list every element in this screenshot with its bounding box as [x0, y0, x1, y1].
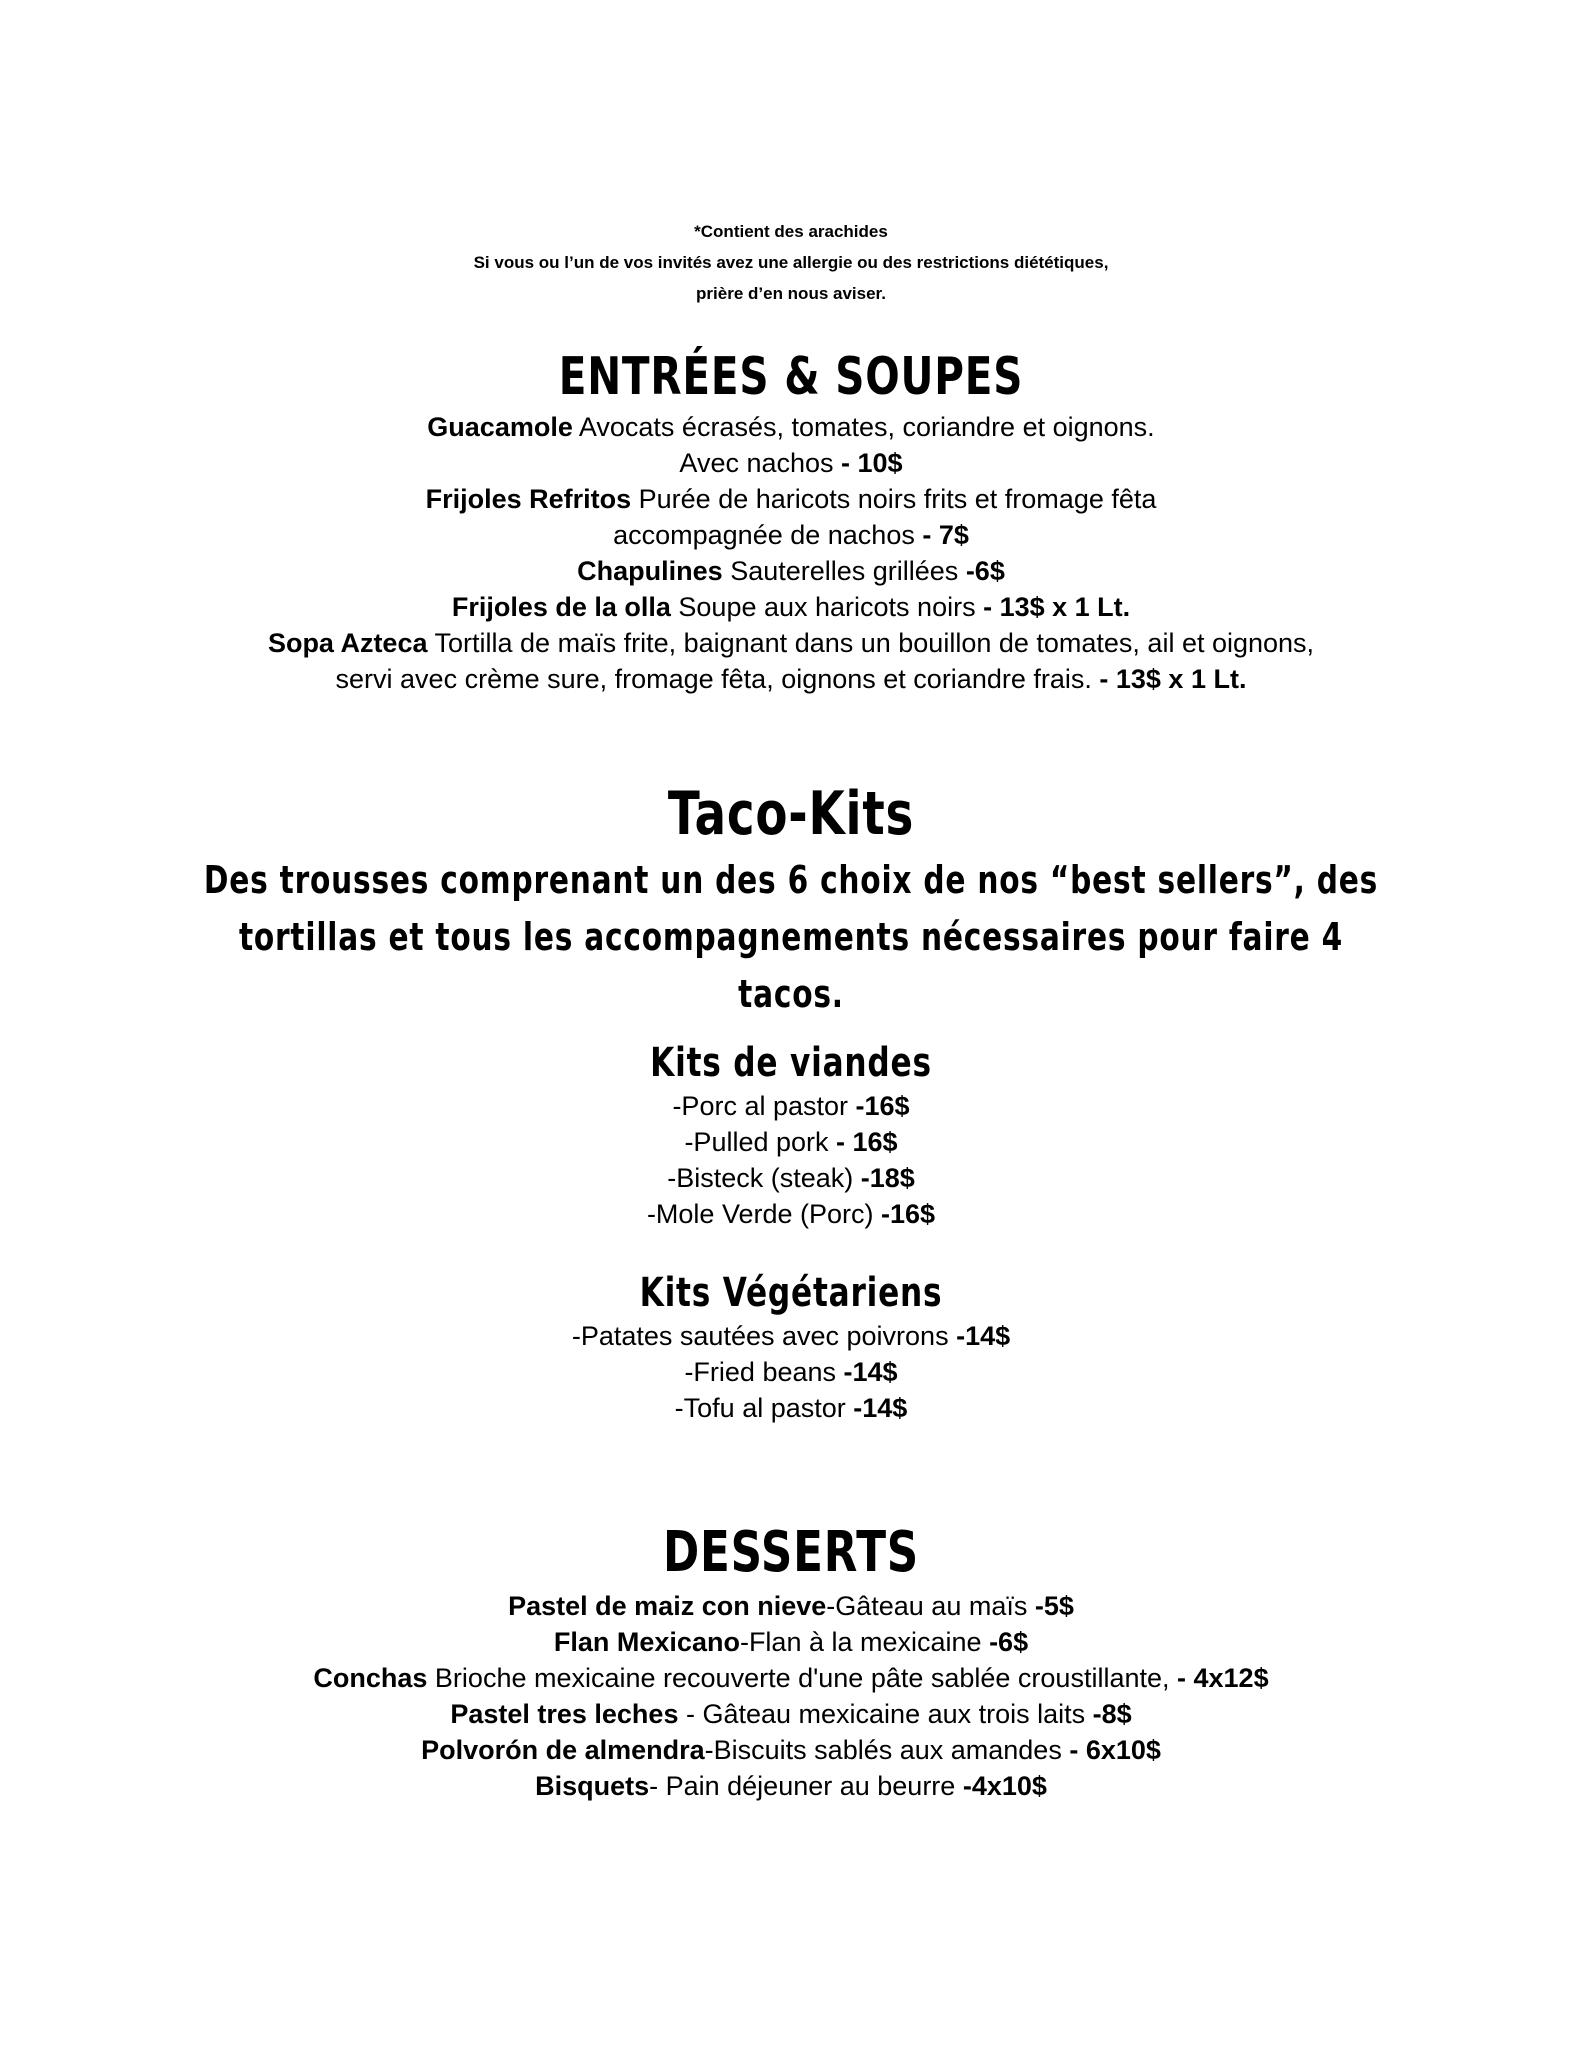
menu-item-line — [0, 553, 1582, 589]
item-desc: -Patates sautées avec poivrons — [571, 1321, 957, 1351]
menu-item-line — [0, 1696, 1582, 1732]
entrees-list — [0, 409, 1582, 697]
menu-item-line — [0, 625, 1582, 661]
item-desc: Sauterelles grillées — [722, 556, 966, 586]
meat-kits-heading: Kits de viandes — [650, 1040, 932, 1086]
menu-item-line — [0, 1660, 1582, 1696]
item-name: Chapulines — [577, 556, 723, 586]
menu-item-line — [0, 517, 1582, 553]
menu-item-line — [0, 1390, 1582, 1426]
veg-kits-heading: Kits Végétariens — [639, 1270, 943, 1316]
menu-item-line — [0, 661, 1582, 697]
desserts-heading: DESSERTS — [662, 1520, 920, 1585]
item-desc: accompagnée de nachos — [613, 520, 923, 550]
notice-line: prière d’en nous aviser. — [696, 284, 886, 303]
item-name: Polvorón de almendra — [421, 1735, 705, 1765]
menu-item-line — [0, 481, 1582, 517]
menu-item-line — [0, 445, 1582, 481]
item-price: -4x10$ — [962, 1771, 1047, 1801]
allergy-notice — [0, 216, 1582, 309]
item-price: -6$ — [989, 1627, 1029, 1657]
item-desc: -Porc al pastor — [672, 1091, 856, 1121]
notice-line: Si vous ou l’un de vos invités avez une allergie ou des restrictions diététiques, — [473, 253, 1109, 272]
item-price: -16$ — [855, 1091, 910, 1121]
entrees-heading: ENTRÉES & SOUPES — [558, 347, 1024, 407]
item-price: - 7$ — [922, 520, 969, 550]
item-name: Flan Mexicano — [553, 1627, 740, 1657]
item-desc: Tortilla de maïs frite, baignant dans un bouillon de tomates, ail et oignons, — [427, 628, 1315, 658]
item-name: Pastel tres leches — [450, 1699, 679, 1729]
item-desc: -Tofu al pastor — [674, 1393, 854, 1423]
item-desc: servi avec crème sure, fromage fêta, oignons et coriandre frais. — [335, 664, 1100, 694]
item-desc: - Pain déjeuner au beurre — [649, 1771, 963, 1801]
veg-kits-heading-wrap — [0, 1266, 1582, 1320]
item-price: - 10$ — [841, 448, 903, 478]
menu-item-line — [0, 1624, 1582, 1660]
menu-item-line — [0, 1588, 1582, 1624]
item-desc: -Pulled pork — [684, 1127, 837, 1157]
item-name: Pastel de maiz con nieve — [508, 1591, 827, 1621]
item-price: - 6x10$ — [1069, 1735, 1161, 1765]
item-price: -14$ — [956, 1321, 1011, 1351]
item-price: -8$ — [1092, 1699, 1132, 1729]
menu-item-line — [0, 409, 1582, 445]
menu-item-line — [0, 1088, 1582, 1124]
taco-kits-heading: Taco-Kits — [667, 779, 915, 849]
desserts-heading-wrap — [0, 1520, 1582, 1586]
menu-item-line — [0, 1318, 1582, 1354]
item-desc: -Biscuits sablés aux amandes — [704, 1735, 1070, 1765]
item-desc: Brioche mexicaine recouverte d'une pâte sablée croustillante, — [427, 1663, 1178, 1693]
menu-item-line — [0, 1196, 1582, 1232]
item-name: Frijoles de la olla — [451, 592, 671, 622]
item-price: -16$ — [881, 1199, 936, 1229]
item-price: -14$ — [853, 1393, 908, 1423]
item-desc: - Gâteau mexicaine aux trois laits — [678, 1699, 1093, 1729]
taco-kits-description — [0, 852, 1582, 1023]
item-name: Sopa Azteca — [267, 628, 428, 658]
item-name: Guacamole — [427, 412, 573, 442]
item-desc: Soupe aux haricots noirs — [670, 592, 984, 622]
item-desc: -Bisteck (steak) — [667, 1163, 861, 1193]
item-price: -6$ — [965, 556, 1005, 586]
item-price: -18$ — [860, 1163, 915, 1193]
item-price: - 4x12$ — [1177, 1663, 1269, 1693]
veg-kits-list — [0, 1318, 1582, 1426]
item-desc: -Fried beans — [684, 1357, 844, 1387]
taco-kits-desc-line: Des trousses comprenant un des 6 choix de nos “best sellers”, des — [203, 858, 1379, 902]
menu-item-line — [0, 1768, 1582, 1804]
meat-kits-heading-wrap — [0, 1036, 1582, 1090]
item-desc: -Flan à la mexicaine — [739, 1627, 990, 1657]
item-price: -5$ — [1034, 1591, 1074, 1621]
menu-item-line — [0, 1354, 1582, 1390]
taco-kits-desc-line: tortillas et tous les accompagnements nécessaires pour faire 4 — [238, 915, 1344, 959]
item-price: - 13$ x 1 Lt. — [983, 592, 1131, 622]
notice-line: *Contient des arachides — [694, 222, 888, 241]
item-price: - 13$ x 1 Lt. — [1099, 664, 1247, 694]
item-desc: Purée de haricots noirs frits et fromage fêta — [631, 484, 1157, 514]
item-desc: -Gâteau au maïs — [826, 1591, 1035, 1621]
item-name: Frijoles Refritos — [425, 484, 632, 514]
item-name: Bisquets — [535, 1771, 650, 1801]
item-price: - 16$ — [836, 1127, 898, 1157]
item-desc: -Mole Verde (Porc) — [646, 1199, 882, 1229]
taco-kits-heading-wrap — [0, 778, 1582, 850]
entrees-heading-wrap — [0, 345, 1582, 409]
meat-kits-list — [0, 1088, 1582, 1232]
item-name: Conchas — [313, 1663, 428, 1693]
item-price: -14$ — [843, 1357, 898, 1387]
menu-item-line — [0, 589, 1582, 625]
item-desc: Avec nachos — [679, 448, 842, 478]
taco-kits-desc-line: tacos. — [738, 972, 844, 1016]
menu-item-line — [0, 1160, 1582, 1196]
menu-item-line — [0, 1124, 1582, 1160]
menu-item-line — [0, 1732, 1582, 1768]
desserts-list — [0, 1588, 1582, 1804]
item-desc: Avocats écrasés, tomates, coriandre et oignons. — [572, 412, 1155, 442]
